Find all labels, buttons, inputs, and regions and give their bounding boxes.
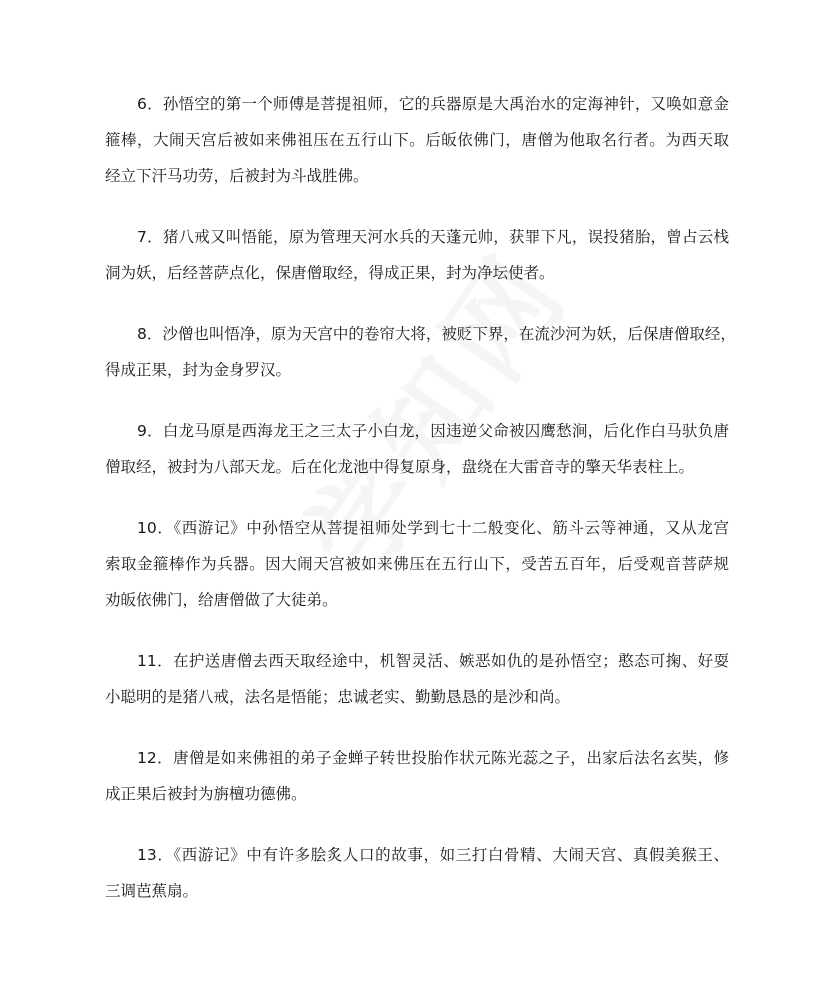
paragraph bbox=[105, 643, 729, 715]
paragraph-line: 12．唐僧是如来佛祖的弟子金蝉子转世投胎作状元陈光蕊之子，出家后法名玄奘，修 bbox=[137, 749, 729, 767]
paragraph bbox=[105, 219, 729, 291]
paragraph-line: 成正果后被封为旃檀功德佛。 bbox=[105, 785, 307, 803]
paragraph-line: 三调芭蕉扇。 bbox=[105, 882, 199, 900]
paragraph bbox=[105, 510, 729, 618]
paragraph-line: 9．白龙马原是西海龙王之三太子小白龙，因违逆父命被囚鹰愁涧，后化作白马驮负唐 bbox=[137, 422, 729, 440]
paragraph-line: 得成正果，封为金身罗汉。 bbox=[105, 361, 292, 379]
paragraph-line: 小聪明的是猪八戒，法名是悟能；忠诚老实、勤勤恳恳的是沙和尚。 bbox=[105, 688, 571, 706]
paragraph-line: 经立下汗马功劳，后被封为斗战胜佛。 bbox=[105, 167, 369, 185]
paragraph-line: 6．孙悟空的第一个师傅是菩提祖师，它的兵器原是大禹治水的定海神针，又唤如意金 bbox=[137, 95, 729, 113]
paragraph-line: 索取金箍棒作为兵器。因大闹天宫被如来佛压在五行山下，受苦五百年，后受观音菩萨规 bbox=[105, 555, 729, 573]
paragraph-line: 10．《西游记》中孙悟空从菩提祖师处学到七十二般变化、筋斗云等神通，又从龙宫 bbox=[137, 519, 729, 537]
paragraph-line: 11．在护送唐僧去西天取经途中，机智灵活、嫉恶如仇的是孙悟空；憨态可掬、好耍 bbox=[137, 652, 729, 670]
paragraph bbox=[105, 413, 729, 485]
paragraph-line: 洞为妖，后经菩萨点化，保唐僧取经，得成正果，封为净坛使者。 bbox=[105, 264, 555, 282]
paragraph bbox=[105, 740, 729, 812]
paragraph-line: 7．猪八戒又叫悟能，原为管理天河水兵的天蓬元帅，获罪下凡，误投猪胎，曾占云栈 bbox=[137, 228, 729, 246]
paragraph bbox=[105, 86, 729, 194]
document-page bbox=[105, 86, 736, 934]
paragraph-line: 箍棒，大闹天宫后被如来佛祖压在五行山下。后皈依佛门，唐僧为他取名行者。为西天取 bbox=[105, 131, 729, 149]
paragraph-line: 8．沙僧也叫悟净，原为天宫中的卷帘大将，被贬下界，在流沙河为妖，后保唐僧取经， bbox=[137, 325, 736, 343]
paragraph bbox=[105, 837, 729, 909]
paragraph-line: 劝皈依佛门，给唐僧做了大徒弟。 bbox=[105, 591, 338, 609]
paragraph bbox=[105, 316, 736, 388]
paragraph-line: 僧取经，被封为八部天龙。后在化龙池中得复原身，盘绕在大雷音寺的擎天华表柱上。 bbox=[105, 458, 695, 476]
paragraph-line: 13．《西游记》中有许多脍炙人口的故事，如三打白骨精、大闹天宫、真假美猴王、 bbox=[137, 846, 729, 864]
